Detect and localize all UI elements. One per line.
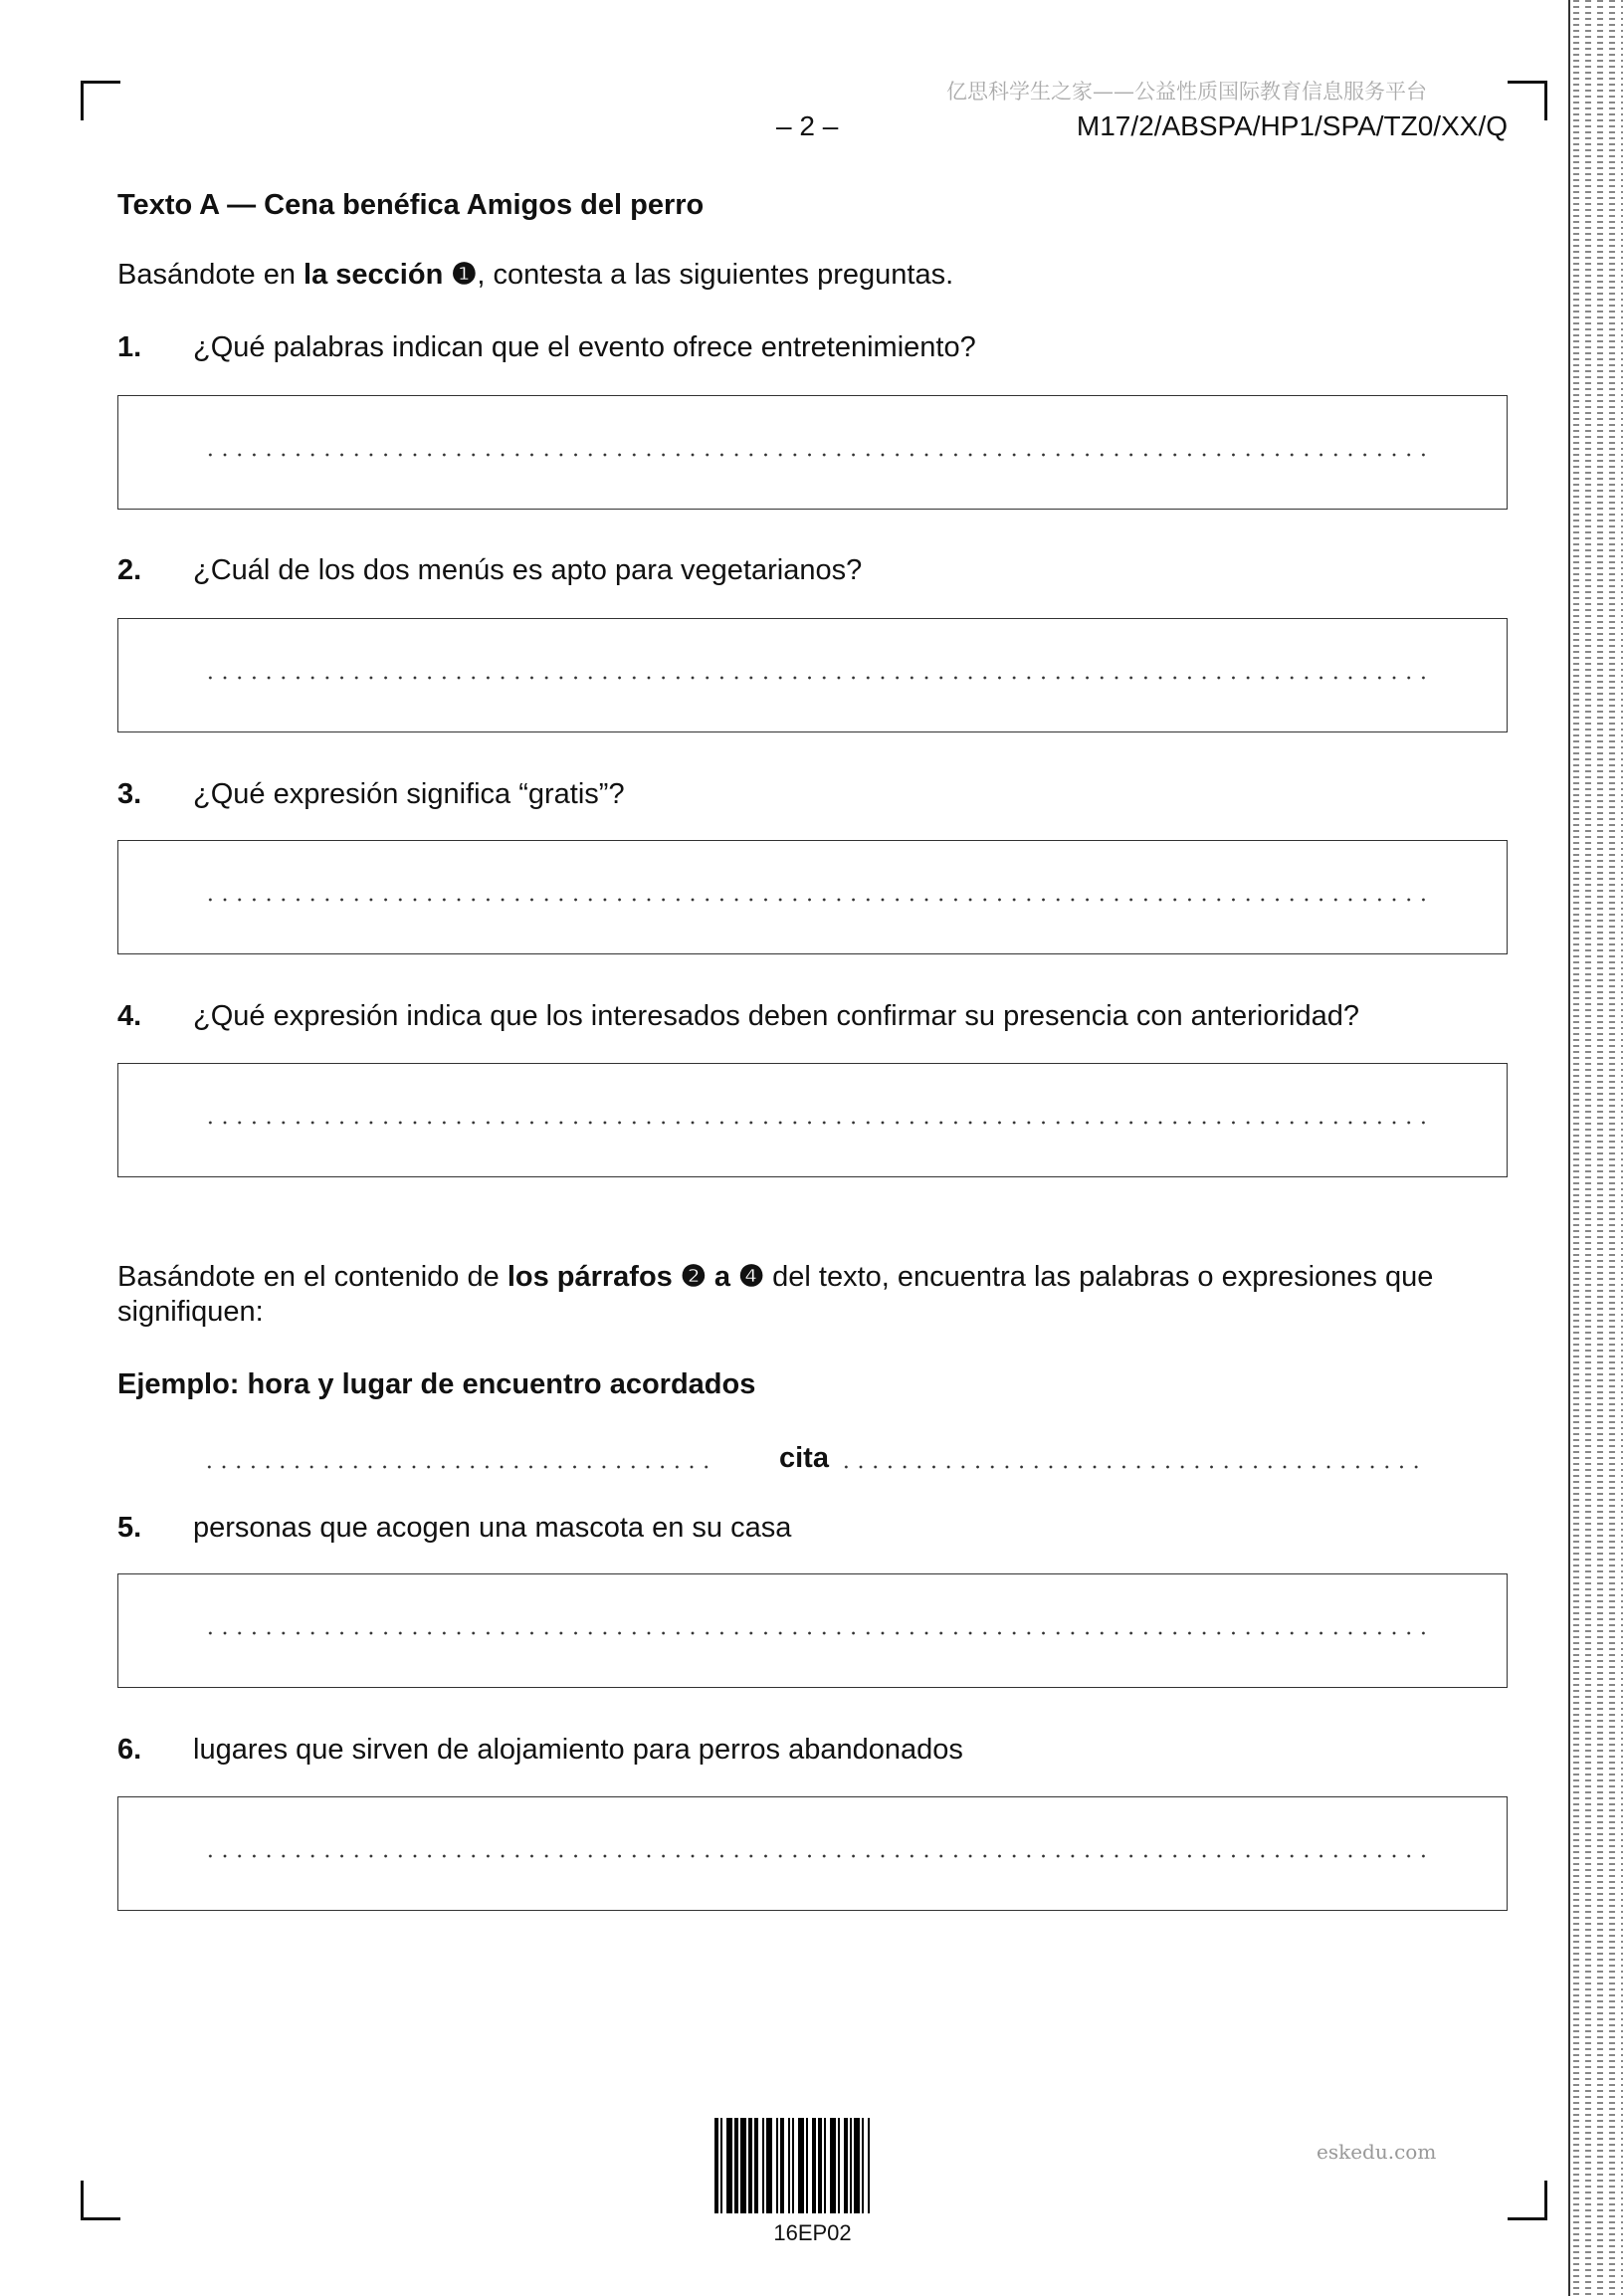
question-number: 5. [117, 1512, 142, 1544]
crop-mark-bottom-right [1508, 2181, 1547, 2220]
question-number: 6. [117, 1734, 142, 1766]
answer-box[interactable] [117, 1796, 1508, 1911]
intro-post: , contesta a las siguientes preguntas. [477, 259, 954, 291]
paragraph-bold: los párrafos ❷ a ❹ [507, 1261, 765, 1293]
question-text: ¿Qué palabras indican que el evento ofrece entretenimiento? [193, 331, 976, 363]
answer-box[interactable] [117, 840, 1508, 954]
answer-box[interactable] [117, 1573, 1508, 1688]
answer-dotted-line [203, 1121, 1427, 1125]
example-answer-line [202, 1441, 1427, 1475]
intro-instruction [117, 258, 953, 292]
question-text: lugares que sirven de alojamiento para perros abandonados [193, 1734, 963, 1766]
example-label: Ejemplo: hora y lugar de encuentro acordados [117, 1368, 756, 1400]
paragraph-pre: Basándote en el contenido de [117, 1261, 507, 1293]
answer-box[interactable] [117, 618, 1508, 732]
answer-box[interactable] [117, 1063, 1508, 1177]
answer-dotted-line [203, 1854, 1427, 1858]
section-instruction-line2: signifiquen: [117, 1296, 264, 1328]
question-text: ¿Qué expresión significa “gratis”? [193, 778, 625, 810]
answer-dotted-line [203, 676, 1427, 680]
example-answer: cita [779, 1442, 829, 1474]
question-number: 2. [117, 554, 142, 586]
example-dots-left [202, 1465, 716, 1469]
crop-mark-top-left [81, 81, 120, 120]
crop-mark-bottom-left [81, 2181, 120, 2220]
crop-mark-top-right [1508, 81, 1547, 120]
paragraph-post: del texto, encuentra las palabras o expresiones que [764, 1261, 1434, 1293]
binding-strip [1568, 0, 1623, 2296]
page-title: Texto A — Cena benéfica Amigos del perro [117, 189, 705, 221]
watermark: 亿思科学生之家——公益性质国际教育信息服务平台 [946, 80, 1427, 104]
intro-pre: Basándote en [117, 259, 304, 291]
answer-dotted-line [203, 1631, 1427, 1635]
question-number: 1. [117, 331, 142, 363]
intro-bold: la sección ❶ [304, 259, 478, 291]
page-number: – 2 – [776, 110, 839, 141]
question-number: 4. [117, 1000, 142, 1032]
site-watermark: eskedu.com [1317, 2140, 1437, 2164]
answer-dotted-line [203, 898, 1427, 902]
question-text: ¿Cuál de los dos menús es apto para vegetarianos? [193, 554, 863, 586]
example-dots-right [839, 1465, 1427, 1469]
question-number: 3. [117, 778, 142, 810]
paper-code: M17/2/ABSPA/HP1/SPA/TZ0/XX/Q [1076, 110, 1508, 141]
barcode-gap [870, 2118, 872, 2213]
question-text: ¿Qué expresión indica que los interesados deben confirmar su presencia con anterioridad? [193, 1000, 1359, 1032]
answer-box[interactable] [117, 395, 1508, 510]
barcode-label: 16EP02 [773, 2220, 852, 2245]
section-instruction [117, 1260, 1433, 1294]
barcode [714, 2118, 911, 2213]
answer-dotted-line [203, 453, 1427, 457]
question-text: personas que acogen una mascota en su casa [193, 1512, 792, 1544]
